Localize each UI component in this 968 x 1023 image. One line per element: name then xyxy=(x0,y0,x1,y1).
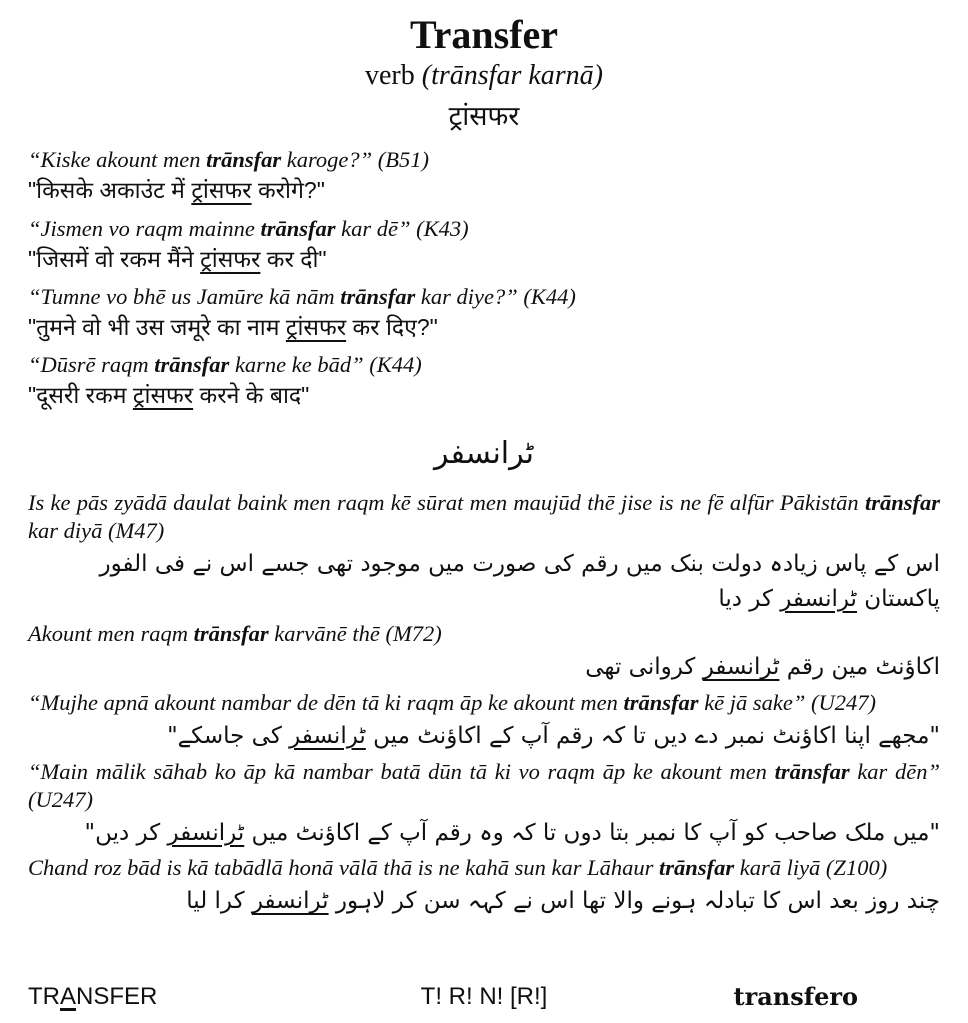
keyword-underlined: ٹرانسفر xyxy=(702,654,780,681)
urdu-text: چند روز بعد اس کا تبادلہ ہونے والا تھا اس نے کہہ سن کر لاہور xyxy=(328,888,940,915)
urdu-text: "مجھے اپنا اکاؤنٹ نمبر دے دیں تا کہ رقم آپ کے اکاؤنٹ میں xyxy=(365,723,940,750)
headword-title: Transfer xyxy=(409,12,559,57)
example-pair xyxy=(28,146,940,206)
urdu-text: کر دیا xyxy=(718,585,781,612)
keyword: trānsfar xyxy=(659,855,735,881)
hindi-text: "दूसरी रकम xyxy=(28,381,133,408)
part-of-speech-line xyxy=(28,59,940,93)
roman-text: Akount men raqm xyxy=(28,621,194,647)
keyword-underlined: ट्रांसफर xyxy=(285,313,347,340)
footer-text: NSFER xyxy=(76,983,158,1010)
pos-label: verb xyxy=(365,60,422,91)
pronunciation: (trānsfar karnā) xyxy=(421,60,603,91)
keyword: trānsfar xyxy=(193,621,269,647)
hindi-text: करने के बाद" xyxy=(193,381,310,408)
roman-example xyxy=(28,689,940,717)
roman-example xyxy=(28,854,940,882)
roman-text: “Main mālik sāhab ko āp kā nambar batā dūn tā ki vo raqm āp ke akount men xyxy=(28,758,775,784)
keyword-underlined: ट्रांसफर xyxy=(200,245,261,272)
roman-text: karā liyā (Z100) xyxy=(734,855,888,881)
roman-text: “Jismen vo raqm mainne xyxy=(28,215,261,241)
keyword: trānsfar xyxy=(774,758,850,784)
keyword: trānsfar xyxy=(260,215,336,241)
roman-text: Chand roz bād is kā tabādlā honā vālā thā is ne kahā sun kar Lāhaur xyxy=(28,855,660,881)
hindi-translation xyxy=(28,175,940,206)
keyword-underlined: ट्रांसफर xyxy=(191,177,252,204)
urdu-translation xyxy=(28,884,940,919)
roman-example xyxy=(28,489,940,545)
roman-example xyxy=(28,283,940,311)
keyword-underlined: ٹرانسفر xyxy=(289,723,366,750)
urdu-translation xyxy=(28,719,940,754)
keyword-underlined: ٹرانسفر xyxy=(251,888,329,915)
roman-example xyxy=(28,620,940,648)
keyword-underlined: ट्रांसफर xyxy=(132,381,194,408)
footer-underlined-letter: A xyxy=(60,983,77,1010)
urdu-headword: ٹرانسفر xyxy=(433,436,535,472)
example-pair xyxy=(28,620,940,685)
urdu-text: اکاؤنٹ مین رقم xyxy=(779,654,940,681)
roman-text: Is ke pās zyādā daulat baink men raqm kē sūrat men maujūd thē jise is ne fē alfūr Pākistān xyxy=(28,490,865,516)
keyword: trānsfar xyxy=(206,147,282,173)
urdu-text: کرا لیا xyxy=(186,888,252,915)
footer-shorthand-code: T! R! N! [R!] xyxy=(420,983,548,1010)
hindi-text: कर दिए?" xyxy=(346,313,438,340)
keyword: trānsfar xyxy=(340,283,416,309)
keyword: trānsfar xyxy=(623,689,699,715)
roman-text: kē jā sake” (U247) xyxy=(698,689,877,715)
urdu-text: کر دیں" xyxy=(84,819,168,846)
urdu-translation xyxy=(28,547,940,616)
example-pair xyxy=(28,489,940,616)
roman-example xyxy=(28,758,940,814)
example-pair xyxy=(28,351,940,411)
roman-text: karvānē thē (M72) xyxy=(268,621,442,647)
urdu-translation xyxy=(28,650,940,685)
example-pair xyxy=(28,854,940,919)
hindi-headword: ट्रांसफर xyxy=(448,100,520,131)
roman-text: kar diyā (M47) xyxy=(28,518,165,544)
hindi-text: "किसके अकाउंट में xyxy=(28,177,192,204)
urdu-text: کروانی تھی xyxy=(585,654,703,681)
example-pair xyxy=(28,215,940,275)
keyword-underlined: ٹرانسفر xyxy=(167,819,245,846)
keyword: trānsfar xyxy=(864,490,940,516)
urdu-text: کی جاسکے" xyxy=(167,723,290,750)
roman-text: “Dūsrē raqm xyxy=(28,351,155,377)
hindi-text: "जिसमें वो रकम मैंने xyxy=(28,245,201,272)
hindi-examples-section xyxy=(28,146,940,419)
urdu-text: اس کے پاس زیادہ دولت بنک میں رقم کی صورت میں موجود تھی جسے اس نے فی الفور پاکستان xyxy=(99,551,940,612)
urdu-text: "میں ملک صاحب کو آپ کا نمبر بتا دوں تا کہ وہ رقم آپ کے اکاؤنٹ میں xyxy=(244,819,940,846)
footer-english-term xyxy=(28,983,332,1011)
hindi-translation xyxy=(28,380,940,411)
roman-example xyxy=(28,146,940,174)
roman-text: “Mujhe apnā akount nambar de dēn tā ki raqm āp ke akount men xyxy=(28,689,624,715)
roman-text: kar dēn” (U247) xyxy=(28,758,940,812)
roman-text: karoge?” (B51) xyxy=(281,147,430,173)
footer-index-row xyxy=(28,982,940,1011)
urdu-translation xyxy=(28,816,940,851)
roman-example xyxy=(28,215,940,243)
urdu-examples-section xyxy=(28,485,940,923)
roman-text: “Tumne vo bhē us Jamūre kā nām xyxy=(28,283,341,309)
footer-latin-term: transfero xyxy=(733,982,858,1011)
keyword-underlined: ٹرانسفر xyxy=(780,585,857,612)
example-pair xyxy=(28,689,940,754)
roman-text: karne ke bād” (K44) xyxy=(229,351,422,377)
hindi-text: करोगे?" xyxy=(251,177,325,204)
footer-text: TR xyxy=(28,983,60,1010)
keyword: trānsfar xyxy=(154,351,230,377)
hindi-translation xyxy=(28,312,940,343)
roman-text: “Kiske akount men xyxy=(28,147,207,173)
example-pair xyxy=(28,758,940,851)
roman-example xyxy=(28,351,940,379)
hindi-text: "तुमने वो भी उस जमूरे का नाम xyxy=(28,313,286,340)
roman-text: kar dē” (K43) xyxy=(335,215,469,241)
roman-text: kar diye?” (K44) xyxy=(415,283,576,309)
example-pair xyxy=(28,283,940,343)
hindi-translation xyxy=(28,244,940,275)
hindi-text: कर दी" xyxy=(260,245,327,272)
